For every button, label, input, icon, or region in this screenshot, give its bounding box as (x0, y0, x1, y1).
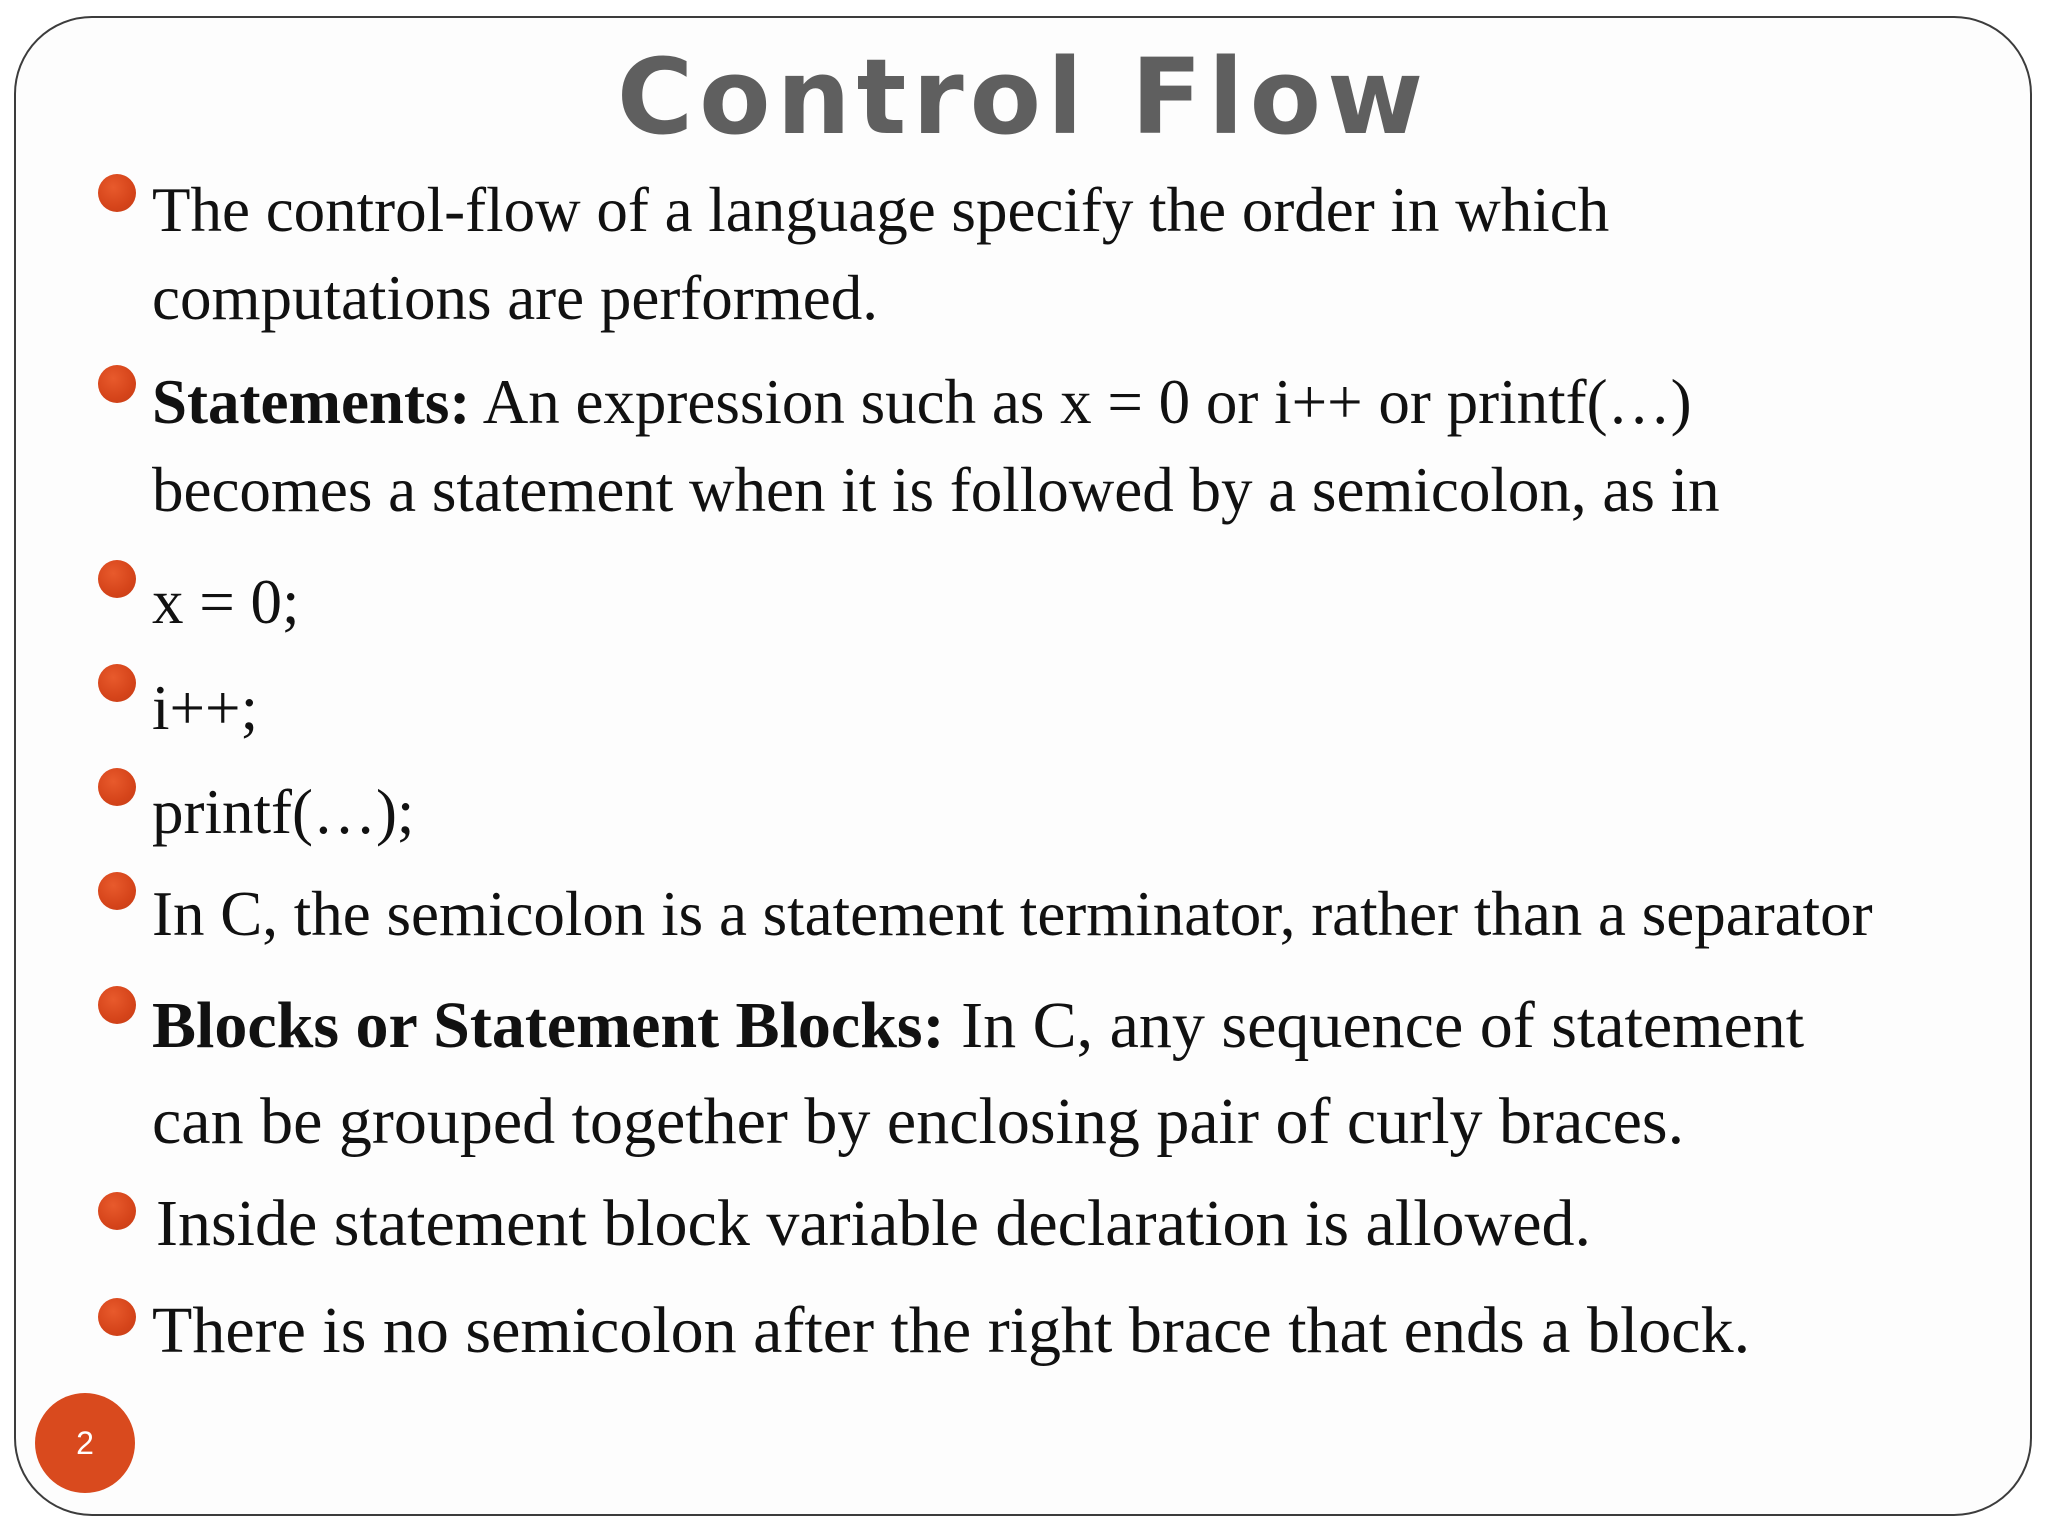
bullet-line: can be grouped together by enclosing pair of curly braces. (152, 1085, 1685, 1158)
bullet-text: i++; (152, 673, 259, 743)
bullet-line: In C, any sequence of statement (944, 989, 1805, 1062)
bullet-list (16, 18, 2030, 1514)
bullet-text: In C, the semicolon is a statement terminator, rather than a separator (152, 879, 1873, 949)
slide-title: Control Flow (616, 36, 1430, 158)
bullet-text: printf(…); (152, 777, 415, 847)
bullet-term: Blocks or Statement Blocks: (152, 989, 945, 1062)
bullet-text (152, 978, 1804, 1170)
bullet-dot-icon (98, 768, 136, 806)
bullet-text (152, 358, 1720, 534)
bullet-dot-icon (98, 560, 136, 598)
bullet-text: There is no semicolon after the right brace that ends a block. (152, 1294, 1751, 1367)
slide (14, 16, 2032, 1516)
bullet-dot-icon (98, 1192, 136, 1230)
bullet-dot-icon (98, 1298, 136, 1336)
bullet-line: computations are performed. (152, 263, 878, 333)
page-number-badge: 2 (35, 1393, 135, 1493)
bullet-text (152, 166, 1609, 342)
bullet-dot-icon (98, 664, 136, 702)
bullet-dot-icon (98, 986, 136, 1024)
bullet-dot-icon (98, 365, 136, 403)
bullet-term: Statements: (152, 367, 471, 437)
bullet-line: becomes a statement when it is followed by a semicolon, as in (152, 455, 1720, 525)
bullet-text: x = 0; (152, 567, 300, 637)
bullet-dot-icon (98, 872, 136, 910)
bullet-line: An expression such as x = 0 or i++ or printf(…) (470, 367, 1692, 437)
bullet-line: The control-flow of a language specify the order in which (152, 175, 1610, 245)
bullet-text: Inside statement block variable declaration is allowed. (156, 1187, 1591, 1260)
bullet-dot-icon (98, 174, 136, 212)
